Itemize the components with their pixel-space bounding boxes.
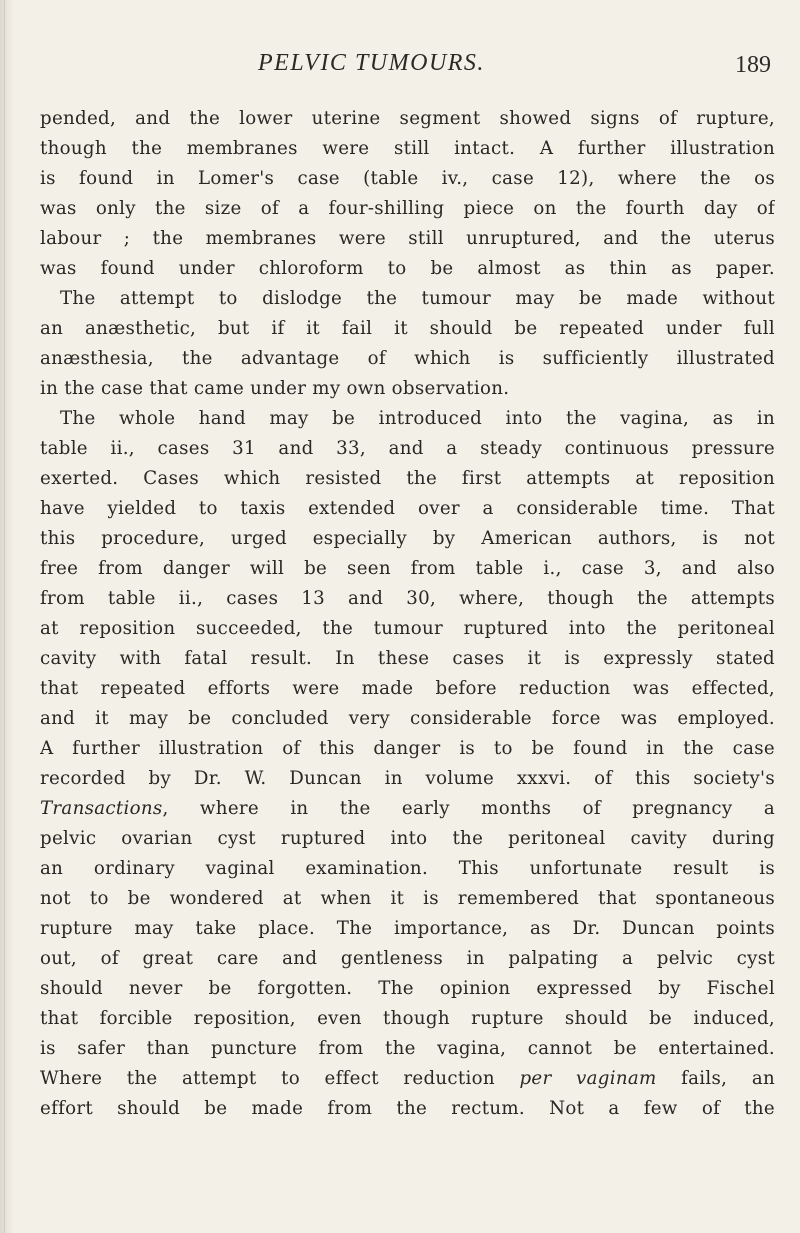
text-line: an ordinary vaginal examination. This unfortunate result is <box>40 858 775 879</box>
text-line: in the case that came under my own observation. <box>40 378 510 399</box>
text-line: was found under chloroform to be almost as thin as paper. <box>40 258 775 279</box>
text-line: is safer than puncture from the vagina, cannot be entertained. <box>40 1038 775 1059</box>
text-line: though the membranes were still intact. A further illustration <box>40 138 775 159</box>
text-run: Where the attempt to effect reduction <box>40 1068 520 1089</box>
text-line: not to be wondered at when it is remembered that spontaneous <box>40 888 775 909</box>
text-line: cavity with fatal result. In these cases it is expressly stated <box>40 648 775 669</box>
italic-phrase: per vaginam <box>519 1068 657 1089</box>
text-line: was only the size of a four-shilling piece on the fourth day of <box>40 198 775 219</box>
text-line: effort should be made from the rectum. Not a few of the <box>40 1098 775 1119</box>
text-line <box>40 794 775 824</box>
text-line: from table ii., cases 13 and 30, where, though the attempts <box>40 588 775 609</box>
text-line: recorded by Dr. W. Duncan in volume xxxvi. of this society's <box>40 768 775 789</box>
text-line: pended, and the lower uterine segment showed signs of rupture, <box>40 108 775 129</box>
running-head: PELVIC TUMOURS. <box>258 50 485 76</box>
binding-line <box>4 0 5 1233</box>
text-line: table ii., cases 31 and 33, and a steady continuous pressure <box>40 438 775 459</box>
text-line: The attempt to dislodge the tumour may be made without <box>60 288 775 309</box>
text-line: out, of great care and gentleness in palpating a pelvic cyst <box>40 948 775 969</box>
text-line: rupture may take place. The importance, as Dr. Duncan points <box>40 918 775 939</box>
text-line <box>40 1064 775 1094</box>
text-line: pelvic ovarian cyst ruptured into the peritoneal cavity during <box>40 828 775 849</box>
text-line: exerted. Cases which resisted the first attempts at reposition <box>40 468 775 489</box>
text-line: this procedure, urged especially by American authors, is not <box>40 528 775 549</box>
text-line: that forcible reposition, even though rupture should be induced, <box>40 1008 775 1029</box>
body-text <box>40 104 775 1124</box>
italic-title: Transactions <box>40 798 163 819</box>
page-header <box>0 50 800 86</box>
text-line: should never be forgotten. The opinion expressed by Fischel <box>40 978 775 999</box>
text-line: have yielded to taxis extended over a considerable time. That <box>40 498 775 519</box>
page-number: 189 <box>735 52 771 78</box>
text-line: The whole hand may be introduced into the vagina, as in <box>60 408 775 429</box>
text-line: anæsthesia, the advantage of which is sufficiently illustrated <box>40 348 775 369</box>
text-run: fails, an <box>656 1068 775 1089</box>
text-line: free from danger will be seen from table i., case 3, and also <box>40 558 775 579</box>
text-line: and it may be concluded very considerable force was employed. <box>40 708 775 729</box>
text-line: labour ; the membranes were still unruptured, and the uterus <box>40 228 775 249</box>
text-line: an anæsthetic, but if it fail it should be repeated under full <box>40 318 775 339</box>
text-line: that repeated efforts were made before reduction was effected, <box>40 678 775 699</box>
text-line: is found in Lomer's case (table iv., case 12), where the os <box>40 168 775 189</box>
text-line: A further illustration of this danger is to be found in the case <box>40 738 775 759</box>
text-run: , where in the early months of pregnancy a <box>162 798 775 819</box>
page-edge <box>0 0 14 1233</box>
text-line: at reposition succeeded, the tumour ruptured into the peritoneal <box>40 618 775 639</box>
